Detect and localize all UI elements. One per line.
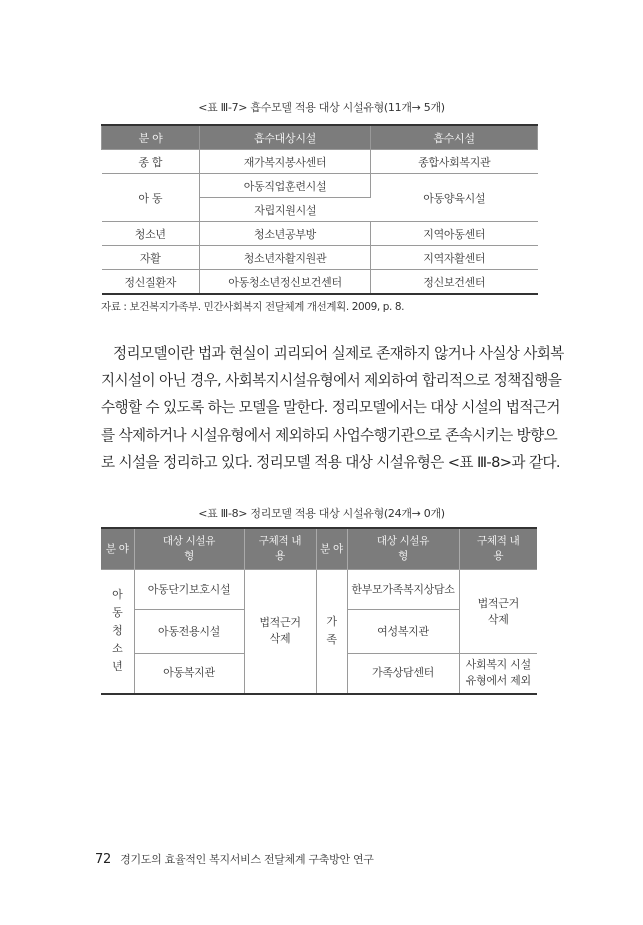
category-cell: 자활 [102, 246, 200, 270]
target-cell: 재가복지봉사센터 [200, 150, 371, 174]
absorption-model-table [101, 124, 538, 295]
detail-cell-left [244, 570, 316, 694]
body-paragraph [101, 340, 564, 476]
category-text: 아 동 청 소 년 [112, 588, 123, 674]
category-cell-right [316, 570, 347, 694]
absorbing-cell: 지역아동센터 [371, 222, 538, 246]
header-text: 대상 시설유형 [376, 535, 430, 562]
category-cell: 청소년 [102, 222, 200, 246]
category-cell: 정신질환자 [102, 270, 200, 295]
category-cell: 아 동 [102, 174, 200, 222]
header-text: 대상 시설유형 [162, 535, 216, 562]
header-target-left [134, 528, 244, 570]
facility-cell: 아동전용시설 [134, 610, 244, 654]
header-detail-right [459, 528, 537, 570]
table-row [102, 270, 538, 295]
detail-text: 사회복지 시설유형에서 제외 [465, 658, 531, 688]
table-header-row [101, 528, 537, 570]
detail-cell-right [459, 654, 537, 694]
header-detail-left [244, 528, 316, 570]
target-cell: 자립지원시설 [200, 198, 371, 222]
paragraph-line: 를 삭제하거나 시설유형에서 제외하되 사업수행기관으로 존속시키는 방향으 [101, 426, 558, 444]
table-row [102, 174, 538, 198]
table-row [101, 570, 537, 610]
table-row [102, 150, 538, 174]
facility-cell: 여성복지관 [347, 610, 459, 654]
page-number: 72 [95, 852, 111, 867]
absorbing-cell: 아동양육시설 [371, 174, 538, 222]
facility-cell: 아동단기보호시설 [134, 570, 244, 610]
facility-cell: 아동복지관 [134, 654, 244, 694]
target-cell: 아동직업훈련시설 [200, 174, 371, 198]
detail-text: 법적근거 삭제 [477, 596, 519, 626]
header-absorbing-facility: 흡수시설 [371, 125, 538, 150]
category-text: 가 족 [326, 615, 337, 647]
category-cell-left [101, 570, 134, 694]
table-row [102, 222, 538, 246]
target-cell: 청소년공부방 [200, 222, 371, 246]
paragraph-line: 로 시설을 정리하고 있다. 정리모델 적용 대상 시설유형은 <표 Ⅲ-8>과 같다. [101, 453, 560, 471]
detail-text: 법적근거 삭제 [259, 616, 301, 646]
facility-cell: 가족상담센터 [347, 654, 459, 694]
absorbing-cell: 종합사회복지관 [371, 150, 538, 174]
absorbing-cell: 정신보건센터 [371, 270, 538, 295]
category-cell: 종 합 [102, 150, 200, 174]
cleanup-model-table [101, 527, 537, 695]
absorbing-cell: 지역자활센터 [371, 246, 538, 270]
table2-caption: <표 Ⅲ-8> 정리모델 적용 대상 시설유형(24개→ 0개) [198, 507, 445, 520]
paragraph-line: 지시설이 아닌 경우, 사회복지시설유형에서 제외하여 합리적으로 정책집행을 [101, 372, 562, 390]
detail-cell-right [459, 570, 537, 654]
footer-title: 경기도의 효율적인 복지서비스 전달체계 구축방안 연구 [120, 853, 374, 866]
page-footer [95, 851, 374, 867]
table-header-row [102, 125, 538, 150]
header-text: 구체적 내용 [258, 535, 302, 562]
paragraph-line: 수행할 수 있도록 하는 모델을 말한다. 정리모델에서는 대상 시설의 법적근거 [101, 399, 560, 417]
facility-cell: 한부모가족복지상담소 [347, 570, 459, 610]
header-absorbed-facility: 흡수대상시설 [200, 125, 371, 150]
header-text: 구체적 내용 [477, 535, 520, 562]
header-field-right: 분 야 [316, 528, 347, 570]
table1-source-note: 자료 : 보건복지가족부. 민간사회복지 전달체계 개선계획. 2009, p. 8. [101, 301, 405, 313]
header-target-right [347, 528, 459, 570]
header-field-left: 분 야 [101, 528, 134, 570]
target-cell: 아동청소년정신보건센터 [200, 270, 371, 295]
table1-caption: <표 Ⅲ-7> 흡수모델 적용 대상 시설유형(11개→ 5개) [198, 101, 445, 114]
table-row [102, 246, 538, 270]
paragraph-line: 정리모델이란 법과 현실이 괴리되어 실제로 존재하지 않거나 사실상 사회복 [113, 345, 564, 362]
target-cell: 청소년자활지원관 [200, 246, 371, 270]
header-field: 분 야 [102, 125, 200, 150]
